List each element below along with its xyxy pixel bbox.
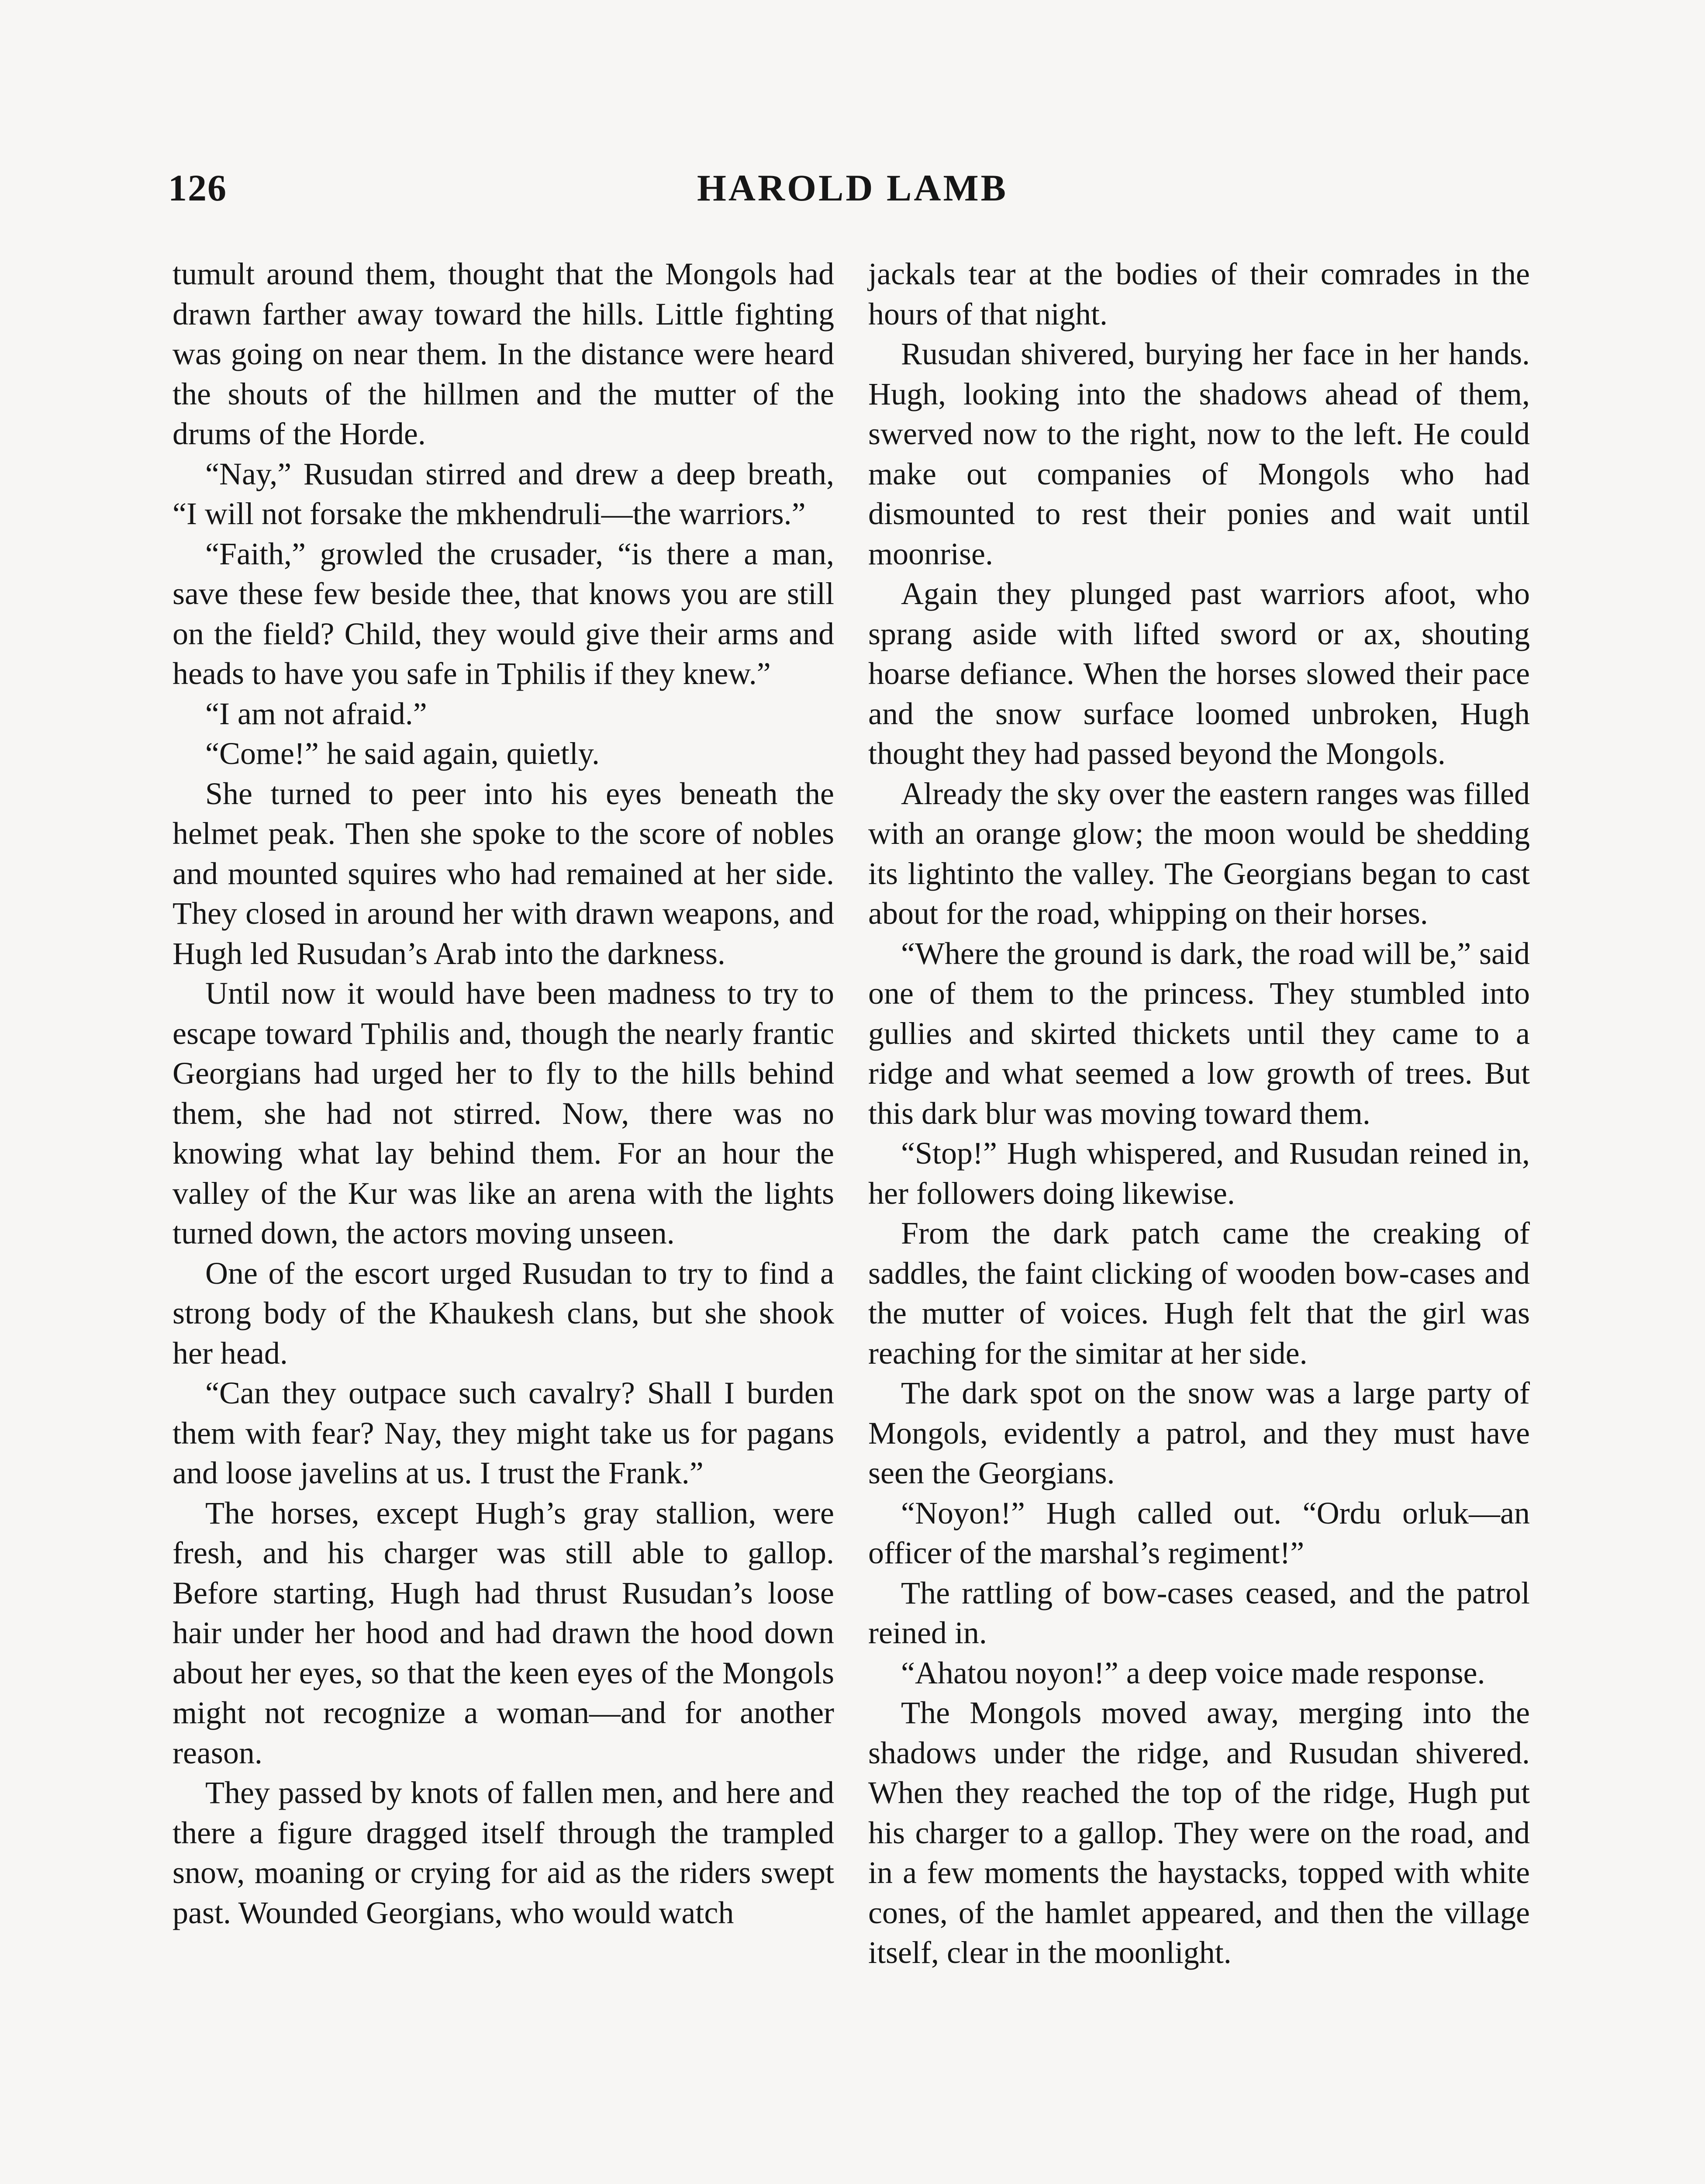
paragraph: The horses, except Hugh’s gray stallion, were fresh, and his charger was still able to gallop. Before starting, Hugh had thrust Rusudan’s loose hair under her hood and had drawn the hood down about her eyes, so that the keen eyes of the Mongols might not recognize a woman—and for another reason. <box>173 1495 834 1770</box>
paragraph: “Stop!” Hugh whispered, and Rusudan reined in, her followers doing likewise. <box>868 1136 1530 1211</box>
paragraph: “Ahatou noyon!” a deep voice made response. <box>901 1655 1485 1690</box>
paragraph: “Faith,” growled the crusader, “is there a man, save these few beside thee, that knows you are still on the field? Child, they would give their arms and heads to have you safe in Tphilis if they knew.” <box>173 536 834 691</box>
paragraph: From the dark patch came the creaking of saddles, the faint clicking of wooden bow-cases and the mutter of voices. Hugh felt that the girl was reaching for the simitar at her side. <box>868 1216 1530 1371</box>
right-column <box>868 254 1530 1973</box>
paragraph: The Mongols moved away, merging into the shadows under the ridge, and Rusudan shivered. When they reached the top of the ridge, Hugh put his charger to a gallop. They were on the road, and in a few moments the haystacks, topped with white cones, of the hamlet appeared, and then the village itself, clear in the moonlight. <box>868 1695 1530 1970</box>
paragraph: “Nay,” Rusudan stirred and drew a deep breath, “I will not forsake the mkhendruli—the warriors.” <box>173 456 834 531</box>
paragraph: Until now it would have been madness to try to escape toward Tphilis and, though the nearly frantic Georgians had urged her to fly to the hills behind them, she had not stirred. Now, there was no knowing what lay behind them. For an hour the valley of the Kur was like an arena with the lights turned down, the actors moving unseen. <box>173 976 834 1251</box>
paragraph: The dark spot on the snow was a large party of Mongols, evidently a patrol, and they must have seen the Georgians. <box>868 1375 1530 1490</box>
paragraph: “Where the ground is dark, the road will be,” said one of them to the princess. They stumbled into gullies and skirted thickets until they came to a ridge and what seemed a low growth of trees. But this dark blur was moving toward them. <box>868 936 1530 1131</box>
paragraph: “Come!” he said again, quietly. <box>205 736 600 771</box>
paragraph: tumult around them, thought that the Mongols had drawn farther away toward the hills. Little fighting was going on near them. In the distance were heard the shouts of the hillmen and the mutter of the drums of the Horde. <box>173 256 834 451</box>
paragraph: They passed by knots of fallen men, and here and there a figure dragged itself through the trampled snow, moaning or crying for aid as the riders swept past. Wounded Georgians, who would watch <box>173 1775 834 1930</box>
paragraph: “Can they outpace such cavalry? Shall I burden them with fear? Nay, they might take us for pagans and loose javelins at us. I trust the Frank.” <box>173 1375 834 1490</box>
paragraph: The rattling of bow-cases ceased, and the patrol reined in. <box>868 1575 1530 1650</box>
paragraph: “I am not afraid.” <box>205 696 427 731</box>
left-column <box>173 254 834 1933</box>
paragraph: Already the sky over the eastern ranges was filled with an orange glow; the moon would be shedding its lightinto the valley. The Georgians began to cast about for the road, whipping on their horses. <box>868 776 1530 931</box>
paragraph: She turned to peer into his eyes beneath the helmet peak. Then she spoke to the score of nobles and mounted squires who had remained at her side. They closed in around her with drawn weapons, and Hugh led Rusudan’s Arab into the darkness. <box>173 776 834 971</box>
paragraph: Again they plunged past warriors afoot, who sprang aside with lifted sword or ax, shouting hoarse defiance. When the horses slowed their pace and the snow surface loomed unbroken, Hugh thought they had passed beyond the Mongols. <box>868 576 1530 771</box>
paragraph: “Noyon!” Hugh called out. “Ordu orluk—an officer of the marshal’s regiment!” <box>868 1495 1530 1570</box>
running-header <box>168 166 1537 214</box>
page-number: 126 <box>168 167 227 209</box>
paragraph: jackals tear at the bodies of their comrades in the hours of that night. <box>868 256 1530 332</box>
paragraph: Rusudan shivered, burying her face in her hands. Hugh, looking into the shadows ahead of them, swerved now to the right, now to the left. He could make out companies of Mongols who had dismounted to rest their ponies and wait until moonrise. <box>868 336 1530 571</box>
paragraph: One of the escort urged Rusudan to try to find a strong body of the Khaukesh clans, but she shook her head. <box>173 1255 834 1371</box>
running-title: HAROLD LAMB <box>697 167 1008 209</box>
